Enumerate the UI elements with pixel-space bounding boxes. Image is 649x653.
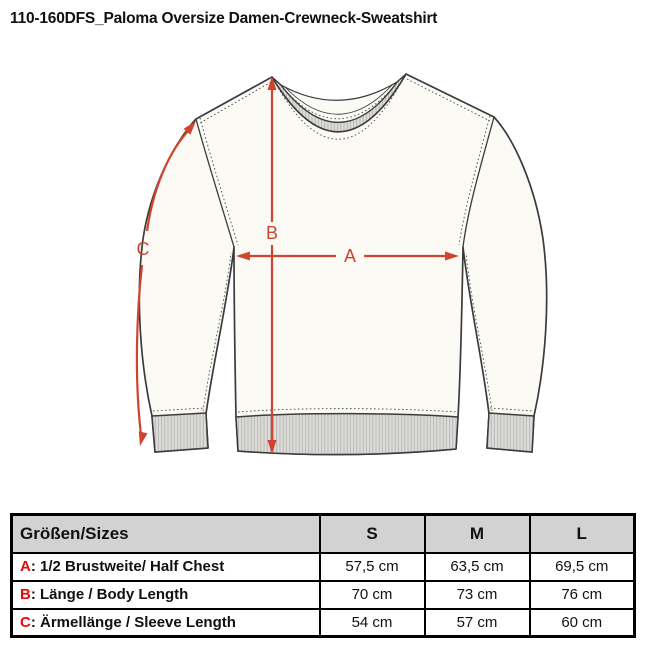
sleeve-length-l: 60 cm bbox=[530, 609, 635, 637]
hem-rib bbox=[236, 409, 458, 455]
body-length-l: 76 cm bbox=[530, 581, 635, 609]
row-letter-a: A bbox=[20, 558, 31, 575]
size-table-header-row bbox=[12, 515, 635, 553]
row-letter-c: C bbox=[20, 613, 31, 631]
half-chest-l: 69,5 cm bbox=[530, 553, 635, 581]
body-length-m: 73 cm bbox=[425, 581, 530, 609]
label-a: A bbox=[343, 246, 357, 266]
label-b: B bbox=[265, 223, 279, 243]
table-row-sleeve-length bbox=[12, 609, 635, 637]
header-size-l: L bbox=[530, 515, 635, 553]
row-label-body-length bbox=[12, 581, 320, 609]
row-label-half-chest bbox=[12, 553, 320, 581]
header-size-s: S bbox=[320, 515, 425, 553]
sleeve-length-s: 54 cm bbox=[320, 609, 425, 637]
header-sizes-label: Größen/Sizes bbox=[12, 515, 320, 553]
body-length-s: 70 cm bbox=[320, 581, 425, 609]
row-letter-b: B bbox=[20, 586, 31, 603]
half-chest-s: 57,5 cm bbox=[320, 553, 425, 581]
half-chest-m: 63,5 cm bbox=[425, 553, 530, 581]
size-table bbox=[10, 513, 636, 638]
table-row-half-chest bbox=[12, 553, 635, 581]
page-title: 110-160DFS_Paloma Oversize Damen-Crewneck-Sweatshirt bbox=[10, 10, 438, 27]
header-size-m: M bbox=[425, 515, 530, 553]
row-text-body-length: : Länge / Body Length bbox=[30, 586, 189, 603]
row-text-sleeve-length: : Ärmellänge / Sleeve Length bbox=[30, 613, 236, 631]
table-row-body-length bbox=[12, 581, 635, 609]
label-c: C bbox=[136, 239, 150, 259]
sleeve-length-m: 57 cm bbox=[425, 609, 530, 637]
row-text-half-chest: : 1/2 Brustweite/ Half Chest bbox=[30, 558, 225, 575]
row-label-sleeve-length bbox=[12, 609, 320, 637]
sweatshirt-diagram bbox=[0, 55, 649, 500]
